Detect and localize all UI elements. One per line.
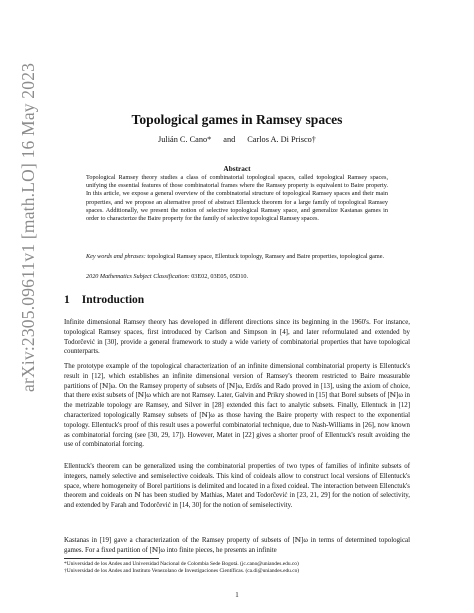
abstract-text: Topological Ramsey theory studies a class of combinatorial topological spaces, called topological Ramsey spaces, unifying the essential features of those combinatorial frames where the Ramsey property is equivalent to Baire property. In this article, we expose a general overview of the combinatorial structure of topological Ramsey spaces and their main properties, and we propose an alternative proof of abstract Ellentuck theorem for a large family of topological Ramsey spaces. Additionally, we present the notion of selective topological Ramsey space, and generalize Kastanas games in order to characterize the Baire property for the family of selective topological Ramsey spaces.: [86, 174, 388, 223]
page-number: 1: [235, 592, 239, 599]
body-paragraph: Kastanas in [19] gave a characterization of the Ramsey property of subsets of [ℕ]ω in terms of determined topological games. For a fixed partition of [ℕ]ω into finite pieces, he presents an infinite: [64, 537, 410, 554]
footnote: *Universidad de los Andes and Universidad Nacional de Colombia Sede Bogotá. (jc.cano@uniandes.edu.co): [64, 561, 299, 567]
section-heading: [64, 294, 144, 306]
arxiv-identifier-stamp: arXiv:2305.09611v1 [math.LO] 16 May 2023: [18, 62, 38, 392]
msc-classification: [86, 273, 388, 281]
abstract-heading: Abstract: [223, 164, 251, 173]
section-title: Introduction: [81, 294, 145, 306]
msc-label: 2020 Mathematics Subject Classification:: [86, 273, 190, 280]
section-number: 1: [64, 294, 70, 306]
keywords-text: topological Ramsey space, Ellentuck topology, Ramsey and Baire properties, topological game.: [145, 253, 385, 260]
footnotes: [64, 561, 410, 575]
body-paragraph: Infinite dimensional Ramsey theory has developed in different directions since its beginning in the 1960's. For instance, topological Ramsey spaces, first introduced by Carlson and Simpson in [4], and later reformulated and extended by Todorčević in [30], provide a general framework to study a wide variety of combinatorial properties that have topological counterparts.: [64, 319, 410, 356]
author-separator: and: [223, 135, 236, 144]
msc-text: 03E02, 03E05, 05D10.: [189, 273, 249, 280]
footnote-divider: [64, 558, 159, 559]
footnote: †Universidad de los Andes and Instituto Venezolano de Investigaciones Científicas. (ca.di@uniandes.edu.co): [64, 568, 300, 574]
paper-title: Topological games in Ramsey spaces: [131, 112, 343, 127]
author-name: Carlos A. Di Prisco†: [247, 135, 316, 144]
author-line: [0, 135, 474, 144]
keywords: [86, 253, 388, 261]
keywords-label: Key words and phrases:: [86, 253, 146, 260]
author-name: Julián C. Cano*: [158, 135, 212, 144]
body-paragraph: Ellentuck's theorem can be generalized using the combinatorial properties of two types of families of infinite subsets of integers, namely selective and semiselective coideals. This kind of coideals allow to construct local versions of Ellentuck's space, where homogeneity of Borel partitions is delimited and located in a fixed coideal. The interaction between Ellenctuk's theorem and coideals on ℕ has been studied by Mathias, Matet and Todorčević in [23, 21, 29] for the notion of selectivity, and extended by Farah and Todorčević in [14, 30] for the notion of semiselectivity.: [64, 463, 410, 510]
body-paragraph: The prototype example of the topological characterization of an infinite dimensional combinatorial property is Ellentuck's result in [12], which establishes an infinite dimensional version of Ramsey's theorem restricted to Baire measurable partitions of [ℕ]ω. On the Ramsey property of subsets of [ℕ]ω, Erdős and Rado proved in [13], using the axiom of choice, that there exist subsets of [ℕ]ω which are not Ramsey. Later, Galvin and Prikry showed in [15] that Borel subsets of [ℕ]ω in the metrizable topology are Ramsey, and Silver in [28] extended this fact to analytic subsets. Finally, Ellentuck in [12] characterized topologically Ramsey subsets of [ℕ]ω as those having the Baire property with respect to the exponential topology. Ellentuck's proof of this result uses a powerful combinatorial technique, due to Nash-Williams in [26], now known as combinatorial forcing (see [30, 29, 17]). However, Matet in [22] gives a shorter proof of Ellentuck's result avoiding the use of combinatorial forcing.: [64, 363, 410, 449]
